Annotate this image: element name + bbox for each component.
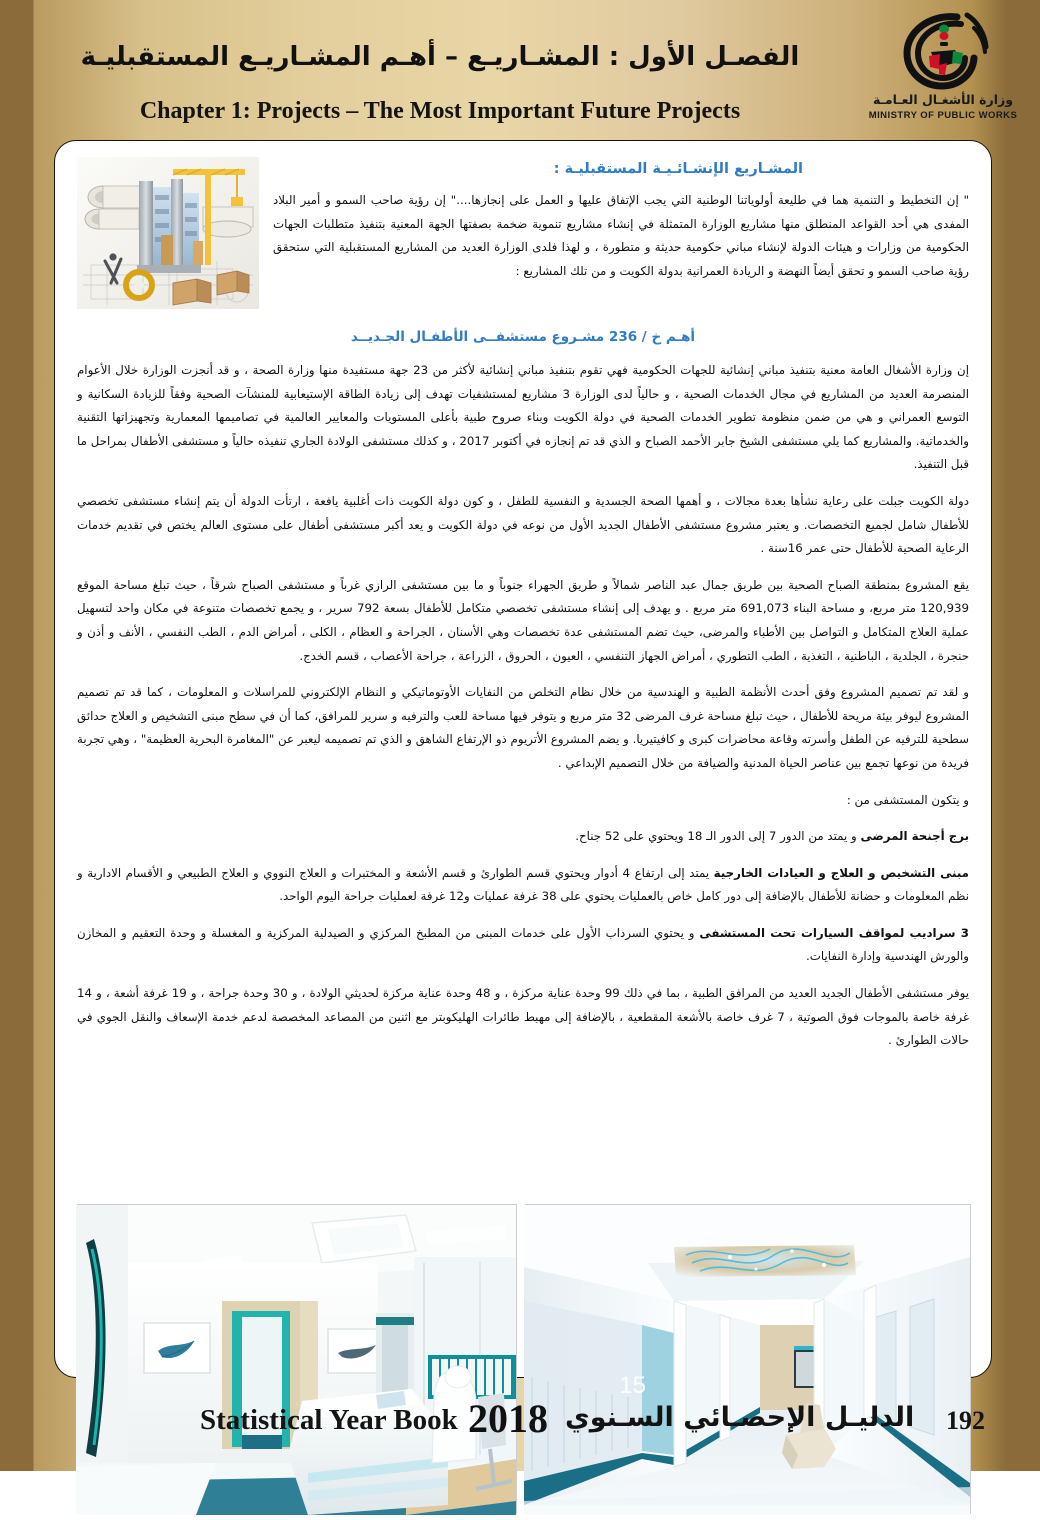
component-patient-tower-text: و يمتد من الدور 7 إلى الدور الـ 18 ويحتوي على 52 جناح.	[575, 829, 861, 844]
paragraph-design: و لقد تم تصميم المشروع وفق أحدث الأنظمة الطبية و الهندسية من خلال نظام التخلص من النفايات الأوتوماتيكي و النظام الإلكتروني للمراسلات و المعلومات ، كما قد تم تصميم المشروع ليوفر بيئة مريحة للأطفال ، حيث تبلغ مساحة غرف المرضى 32 متر مربع و يتوفر فيها مساحة للعب والترفيه و سرير للمرافق، كما أن في سطح مبنى التشخيص و العلاج حدائق سطحية للترفيه عن الطفل وأسرته وقاعة محاضرات كبرى و كافيتيريا. و يضم المشروع الأتريوم ذو الإرتفاع الشاهق و الذي تم تصميمه ليعبر عن "المغامرة البحرية العظيمة" ، وهي تجربة فريدة من نوعها تجمع بين عناصر الحياة المدنية والضيافة من خلال التصميم الإبداعي .	[77, 685, 969, 770]
content-panel	[54, 140, 992, 1399]
construction-blueprint-illustration	[77, 157, 259, 309]
component-patient-tower-label: برج أجنحة المرضى	[860, 829, 969, 844]
svg-text:15: 15	[619, 1372, 646, 1399]
footer-title-english: Statistical Year Book	[200, 1404, 458, 1436]
section-heading: المشـاريع الإنشـائـيـة المستقبليـة :	[553, 161, 803, 177]
project-heading: أهـم خ / 236 مشـروع مستشفــى الأطفـال الجـديــد	[350, 329, 696, 345]
component-parking-basements	[77, 922, 969, 969]
ministry-name-arabic: وزارة الأشغـال العـامـة	[873, 92, 1013, 107]
footer-year: 2018	[468, 1396, 548, 1441]
footer-title-arabic: الدليـل الإحصـائي السـنوي	[565, 1402, 915, 1433]
content-body	[55, 141, 991, 1076]
paragraph-location: يقع المشروع بمنطقة الصباح الصحية بين طريق جمال عبد الناصر شمالاً و طريق الجهراء جنوباً و ما بين مستشفى الرازي غرباً و مستشفى الصباح شرقاً ، حيث تبلغ مساحة الموقع 120,939 متر مربع، و مساحة البناء 691,073 متر مربع . و يهدف إلى إنشاء مستشفى تخصصي متكامل للأطفال بسعة 792 سرير ، و يجمع تخصصات متنوعة في مكان واحد لتسهيل عملية العلاج المتكامل و التواصل بين الأطباء والمرضى، حيث تضم المستشفى عدة تخصصات وهي الأسنان ، الجراحة و العظام ، الكلى ، أمراض الدم ، الطب النفسي ، الأنف و أذن و حنجرة ، الجلدية ، الباطنية ، التغذية ، الطب التطوري ، أمراض الجهاز التنفسي ، العيون ، الحروق ، الزراعة ، جراحة الأعصاب ، قسم الخدج.	[77, 577, 970, 663]
paragraph-facilities: يوفر مستشفى الأطفال الجديد العديد من المرافق الطبية ، بما في ذلك 99 وحدة عناية مركزة ، و 48 وحدة عناية مركزة لحديثي الولادة ، و 30 وحدة جراحة ، و 19 غرفة أشعة ، و 14 غرفة خاصة بالموجات فوق الصوتية ، 7 غرف خاصة بالأشعة المقطعية ، بالإضافة إلى مهبط طائرات الهليكوبتر مع اثنين من المصاعد المخصصة لدعم خدمة الإسعاف والنقل الجوي في حالات الطوارئ .	[77, 986, 969, 1048]
header-titles	[0, 0, 880, 140]
component-patient-tower	[77, 825, 969, 849]
paragraph-scope: إن وزارة الأشغال العامة معنية بتنفيذ مباني إنشائية للجهات الحكومية فهي تقوم بتنفيذ مباني إنشائية لأكثر من 23 جهة مستفيدة منها وزارة الصحة ، و قد أنجزت الوزارة خلال الأعوام المنصرمة العديد من المشاريع في مجال الخدمات الصحية ، و حالياً لدى الوزارة 3 مشاريع لمستشفيات تهدف إلى زيادة الطاقة الإستيعابية للمنشآت الصحية وفقاً للزيادة السكانية و التوسع العمراني و هي من ضمن منظومة تطوير الخدمات الصحية في دولة الكويت وبناء صروح طبية بأعلى المستويات والمعايير العالمية في تصاميمها المعمارية وتجهيزاتها التقنية والخدماتية. والمشاريع كما يلي مستشفى الشيخ جابر الأحمد الصباح و الذي قد تم إنجازه في أكتوبر 2017 ، و كذلك مستشفى الولادة الجاري تنفيذه حالياً و مستشفى الأطفال بمراحل ما قبل التنفيذ.	[77, 363, 970, 472]
component-diagnostic-building-text: يمتد إلى ارتفاع 4 أدوار ويحتوي قسم الطوارئ و قسم الأشعة و المختبرات و العلاج النووي و العلاج الطبيعي و الأقسام الادارية و نظم المعلومات و حضانة للأطفال بالإضافة إلى دور كامل خاص بالعمليات يحتوي على 38 غرفة عمليات و12 غرفة لعمليات جراحة اليوم الواحد.	[77, 865, 969, 904]
chapter-title-arabic: الفصـل الأول : المشـاريـع – أهـم المشـاريـع المستقبليـة	[80, 42, 800, 72]
component-parking-basements-label: 3 سراديب لمواقف السيارات تحت المستشفى	[699, 925, 969, 940]
chapter-title-english: Chapter 1: Projects – The Most Important Future Projects	[139, 98, 741, 124]
page-header	[0, 0, 1040, 140]
ministry-logo-mark	[895, 12, 991, 90]
page-number: 192	[946, 1406, 985, 1435]
paragraph-rationale: دولة الكويت جبلت على رعاية نشأها بعدة مجالات ، و أهمها الصحة الجسدية و النفسية للطفل ، و كون دولة الكويت ذات أغلبية يافعة ، ارتأت الدولة أن يتم إنشاء مستشفى تخصصي للأطفال شامل لجميع التخصصات. و يعتبر مشروع مستشفى الأطفال الجديد الأول من نوعه في دولة الكويت و يعد أكبر مستشفى أطفال على مستوى العالم يختص في تقديم خدمات الرعاية الصحية للأطفال حتى عمر 16سنة .	[77, 493, 969, 556]
ministry-name-english: MINISTRY OF PUBLIC WORKS	[868, 110, 1018, 121]
intro-paragraph: " إن التخطيط و التنمية هما في طليعة أولوياتنا الوطنية التي يجب الإتفاق عليها و العمل على إنجازها...." إن رؤية صاحب السمو و أمير البلاد المفدى هي أحد القواعد المنطلق منها مشاريع الوزارة المتمثلة في إنشاء مشاريع تنموية ضخمة بصفتها الجهة المعنية بتنفيذ متطلبات الجهات الحكومية من وزارات و هيئات الدولة لإنشاء مباني حكومية حديثة و متطورة ، و لهذا فلدى الوزارة العديد من المشاريع المستقبلية التي ستحقق رؤية صاحب السمو و تحقق أيضاً النهضة و الريادة العمرانية بدولة الكويت و من تلك المشاريع :	[273, 193, 969, 278]
component-diagnostic-building-label: مبنى التشخيص و العلاج و العيادات الخارجية	[713, 865, 969, 880]
page-footer	[0, 1378, 1040, 1471]
component-parking-basements-text: و يحتوي السرداب الأول على خدمات المبنى من المطبخ المركزي و الصيدلية المركزية و المغسلة و وحدة التعقيم و المخازن والورش الهندسية وإدارة النفايات.	[77, 925, 969, 964]
component-diagnostic-building	[77, 862, 969, 909]
ministry-logo	[868, 12, 1018, 130]
components-heading: و يتكون المستشفى من :	[846, 792, 969, 807]
